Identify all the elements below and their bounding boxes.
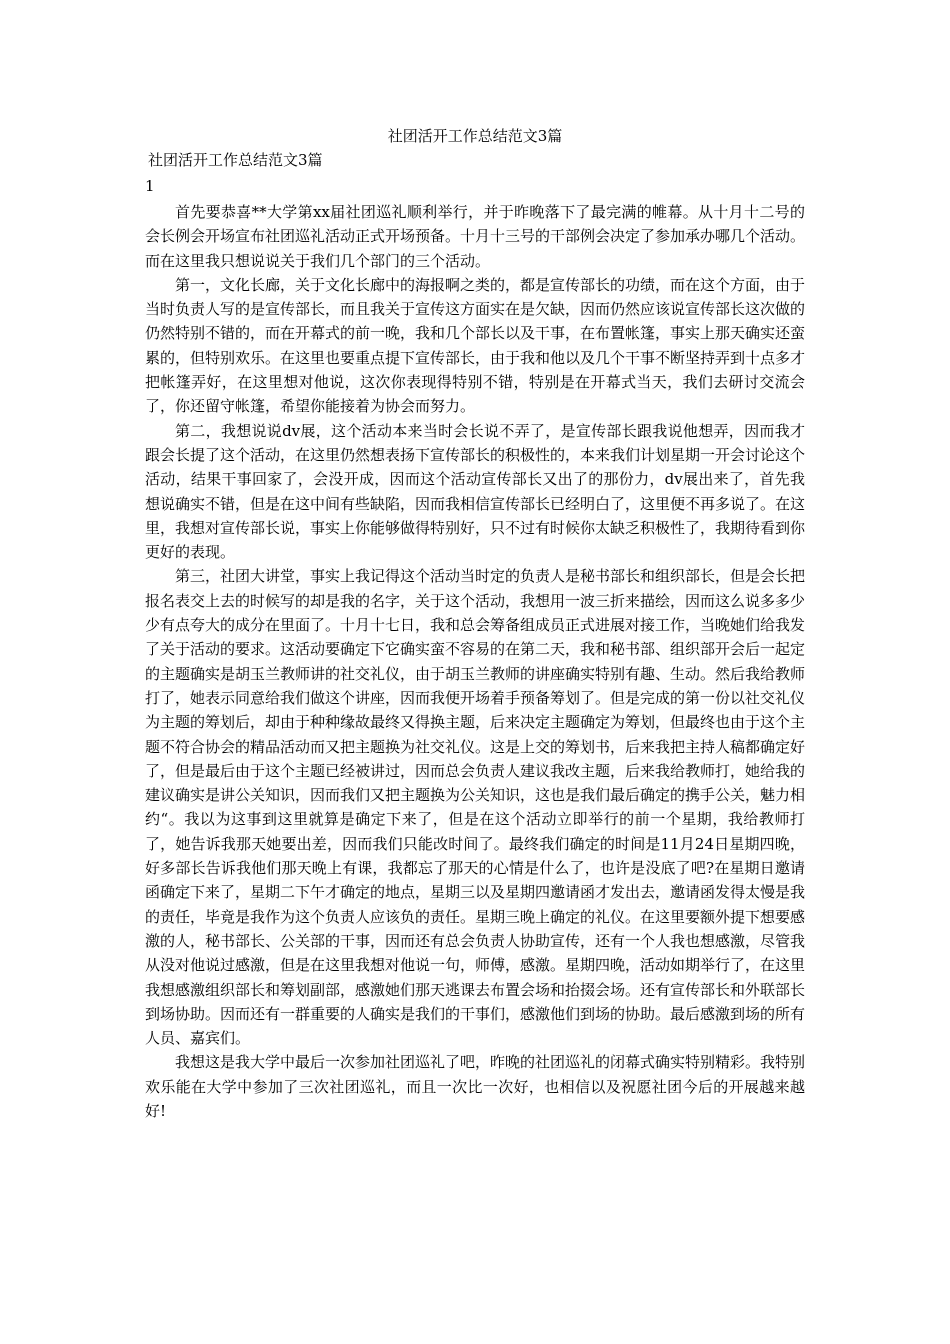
paragraph-third-activity: 第三，社团大讲堂，事实上我记得这个活动当时定的负责人是秘书部长和组织部长，但是会长把报名表交上去的时候写的却是我的名字，关于这个活动，我想用一波三折来描绘，因而这么说多多少少有点夸大的成分在里面了。十月十七日，我和总会筹备组成员正式进展对接工作，当晚她们给我发了关于活动的要求。这活动要确定下它确实蛮不容易的在第二天，我和秘书部、组织部开会后一起定的主题确实是胡玉兰教师讲的社交礼仪，由于胡玉兰教师的讲座确实特别有趣、生动。然后我给教师打了，她表示同意给我们做这个讲座，因而我便开场着手预备筹划了。但是完成的第一份以社交礼仪为主题的筹划后，却由于种种缘故最终又得换主题，后来决定主题确定为筹划，但最终也由于这个主题不符合协会的精品活动而又把主题换为社交礼仪。这是上交的筹划书，后来我把主持人稿都确定好了，但是最后由于这个主题已经被讲过，因而总会负责人建议我改主题，后来我给教师打，她给我的建议确实是讲公关知识，因而我们又把主题换为公关知识，这也是我们最后确定的携手公关，魅力相约“。我以为这事到这里就算是确定下来了，但是在这个活动立即举行的前一个星期，我给教师打了，她告诉我那天她要出差，因而我们只能改时间了。最终我们确定的时间是11月24日星期四晚，好多部长告诉我他们那天晚上有课，我都忘了那天的心情是什么了，也许是没底了吧?在星期日邀请函确定下来了，星期二下午才确定的地点，星期三以及星期四邀请函才发出去，邀请函发得太慢是我的责任，毕竟是我作为这个负责人应该负的责任。星期三晚上确定的礼仪。在这里要额外提下想要感激的人，秘书部长、公关部的干事，因而还有总会负责人协助宣传，还有一个人我也想感激，尽管我从没对他说过感激，但是在这里我想对他说一句，师傅，感激。星期四晚，活动如期举行了，在这里我想感激组织部长和筹划副部，感激她们那天逃课去布置会场和抬掇会场。还有宣传部长和外联部长到场协助。因而还有一群重要的人确实是我们的干事们，感激他们到场的协助。最后感激到场的所有人员、嘉宾们。	[145, 567, 806, 1048]
paragraph-second-activity: 第二，我想说说dv展，这个活动本来当时会长说不弄了，是宣传部长跟我说他想弄，因而我才跟会长提了这个活动，在这里仍然想表扬下宣传部长的积极性的，本来我们计划星期一开会讨论这个活动，结果干事回家了，会没开成，因而这个活动宣传部长又出了的那份力，dv展出来了，首先我想说确实不错，但是在这中间有些缺陷，因而我相信宣传部长已经明白了，这里便不再多说了。在这里，我想对宣传部长说，事实上你能够做得特别好，只不过有时候你太缺乏积极性了，我期待看到你更好的表现。	[145, 421, 806, 562]
document-subtitle: 社团活开工作总结范文3篇	[148, 151, 323, 169]
document-body	[145, 200, 805, 1123]
paragraph-closing: 我想这是我大学中最后一次参加社团巡礼了吧，昨晚的社团巡礼的闭幕式确实特别精彩。我特别欢乐能在大学中参加了三次社团巡礼，而且一次比一次好，也相信以及祝愿社团今后的开展越来越好!	[145, 1053, 806, 1120]
section-number: 1	[145, 177, 155, 195]
document-title: 社团活开工作总结范文3篇	[387, 127, 563, 145]
paragraph-first-activity: 第一，文化长廊，关于文化长廊中的海报啊之类的，都是宣传部长的功绩，而在这个方面，由于当时负责人写的是宣传部长，而且我关于宣传这方面实在是欠缺，因而仍然应该说宣传部长这次做的仍然特别不错的，而在开幕式的前一晚，我和几个部长以及干事，在布置帐篷，事实上那天确实还蛮累的，但特别欢乐。在这里也要重点提下宣传部长，由于我和他以及几个干事不断坚持弄到十点多才把帐篷弄好，在这里想对他说，这次你表现得特别不错，特别是在开幕式当天，我们去研讨交流会了，你还留守帐篷，希望你能接着为协会而努力。	[145, 275, 806, 416]
paragraph-intro: 首先要恭喜**大学第xx届社团巡礼顺利举行，并于昨晚落下了最完满的帷幕。从十月十二号的会长例会开场宣布社团巡礼活动正式开场预备。十月十三号的干部例会决定了参加承办哪几个活动。而在这里我只想说说关于我们几个部门的三个活动。	[145, 203, 806, 270]
